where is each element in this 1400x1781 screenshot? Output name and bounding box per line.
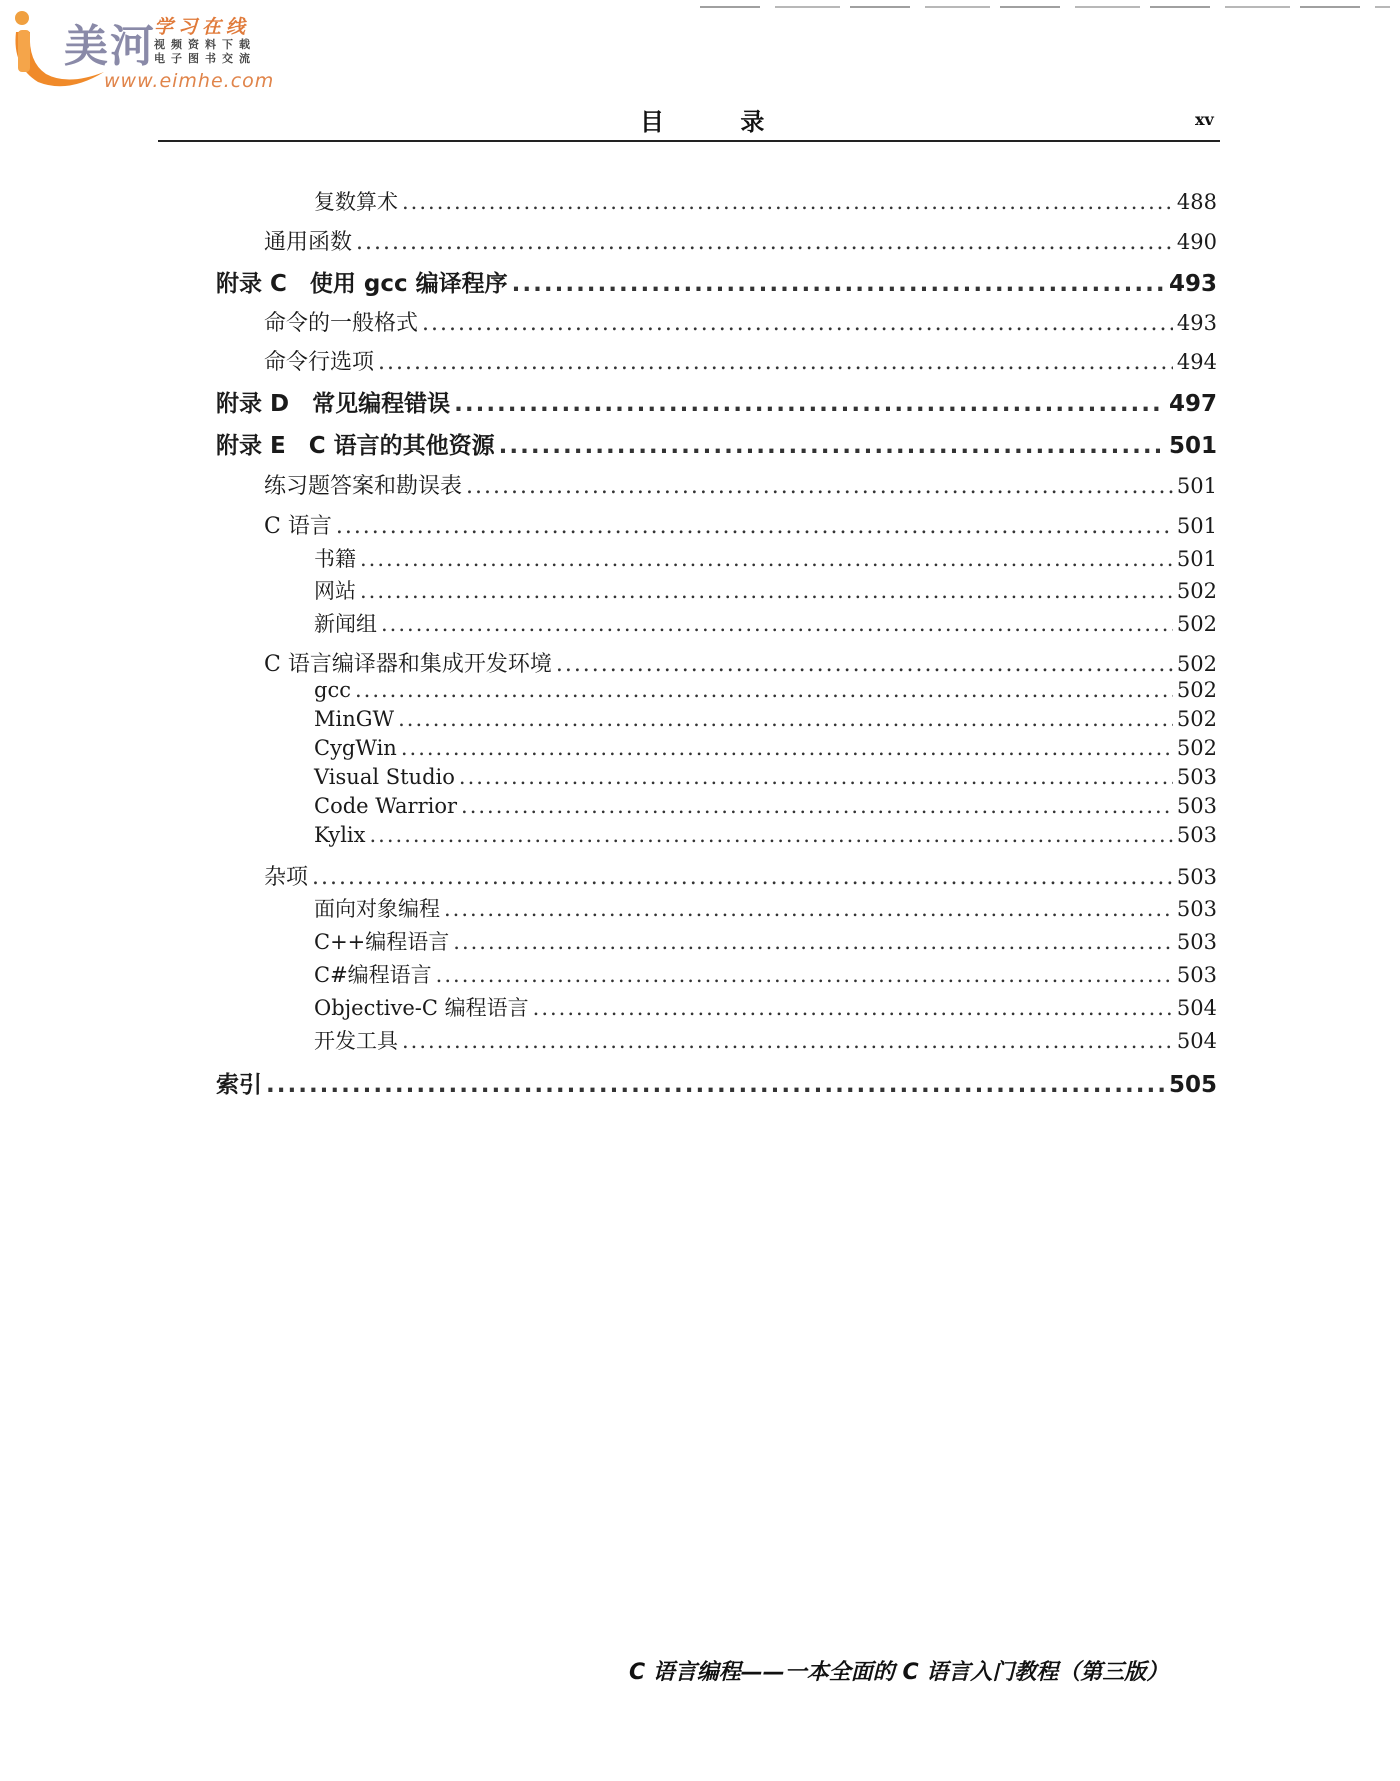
toc-entry-title: 新闻组 <box>314 612 377 636</box>
toc-entry-title: Visual Studio <box>314 765 455 789</box>
toc-dot-leader <box>436 963 1173 987</box>
toc-entry-title: 面向对象编程 <box>314 897 440 921</box>
toc-dot-leader <box>422 311 1173 336</box>
toc-entry-page: 503 <box>1176 963 1217 987</box>
footer-book-title: C 语言编程——一本全面的 C 语言入门教程（第三版） <box>629 1660 1169 1685</box>
toc-entry <box>314 926 1217 956</box>
toc-entry <box>314 823 1217 847</box>
toc-entry-title: Code Warrior <box>314 794 458 818</box>
toc-entry-title: 索引 <box>216 1072 262 1098</box>
toc-dot-leader <box>461 794 1173 818</box>
toc-entry-page: 505 <box>1168 1072 1217 1098</box>
toc-dot-leader <box>499 433 1165 459</box>
toc-entry <box>314 707 1217 731</box>
toc-entry-title: Kylix <box>314 823 366 847</box>
toc-dot-leader <box>459 765 1173 789</box>
toc-entry <box>314 678 1217 702</box>
toc-entry-title: gcc <box>314 678 351 702</box>
toc-entry <box>314 794 1217 818</box>
toc-entry <box>314 992 1217 1022</box>
toc-dot-leader <box>370 823 1173 847</box>
toc-entry-page: 494 <box>1176 350 1217 374</box>
logo-url: www.eimhe.com <box>104 70 275 92</box>
toc-entry-page: 502 <box>1176 678 1217 702</box>
toc-entry-page: 501 <box>1176 474 1217 498</box>
scan-artifact-line <box>700 6 1390 8</box>
page-number: xv <box>1195 110 1214 129</box>
toc-entry <box>314 575 1217 605</box>
toc-entry <box>264 469 1217 500</box>
toc-entry-page: 502 <box>1176 612 1217 636</box>
toc-entry <box>264 509 1217 540</box>
toc-dot-leader <box>556 652 1173 677</box>
toc-dot-leader <box>378 350 1173 375</box>
toc-entry-page: 502 <box>1176 707 1217 731</box>
toc-entry-page: 497 <box>1168 391 1217 417</box>
running-head: 目 录 <box>640 108 799 136</box>
toc-dot-leader <box>356 230 1173 255</box>
toc-entry-page: 488 <box>1176 190 1217 214</box>
toc-entry-title: 附录 C 使用 gcc 编译程序 <box>216 271 508 297</box>
toc-dot-leader <box>312 865 1173 890</box>
toc-dot-leader <box>444 897 1173 921</box>
toc-entry-page: 493 <box>1168 271 1217 297</box>
header-rule <box>158 140 1220 142</box>
toc-dot-leader <box>466 474 1173 499</box>
toc-dot-leader <box>512 271 1165 297</box>
logo-subline-1: 视频资料下载 <box>154 38 256 51</box>
toc-entry-page: 493 <box>1176 311 1217 335</box>
toc-entry-title: C 语言 <box>264 514 332 539</box>
toc-entry-page: 501 <box>1176 514 1217 538</box>
toc-entry-title: 附录 E C 语言的其他资源 <box>216 433 495 459</box>
toc-dot-leader <box>336 514 1173 539</box>
toc-dot-leader <box>360 547 1173 571</box>
toc-entry-title: 杂项 <box>264 865 309 890</box>
toc-entry-page: 503 <box>1176 794 1217 818</box>
toc-entry <box>314 736 1217 760</box>
toc-entry-page: 502 <box>1176 652 1217 676</box>
toc-entry <box>264 647 1217 678</box>
toc-dot-leader <box>402 190 1173 214</box>
toc-entry-title: 复数算术 <box>314 190 398 214</box>
toc-entry-title: CygWin <box>314 736 397 760</box>
toc-dot-leader <box>533 996 1173 1020</box>
toc-dot-leader <box>401 736 1173 760</box>
logo-name: 美河 <box>64 21 156 72</box>
logo-subline-2: 电子图书交流 <box>154 52 256 65</box>
toc-entry-page: 504 <box>1176 996 1217 1020</box>
toc-dot-leader <box>453 930 1173 954</box>
toc-entry-title: C 语言编译器和集成开发环境 <box>264 652 552 677</box>
toc-entry <box>216 265 1217 298</box>
toc-entry <box>264 345 1217 376</box>
toc-dot-leader <box>360 579 1173 603</box>
toc-entry-title: 命令的一般格式 <box>264 311 419 336</box>
toc-entry-page: 503 <box>1176 930 1217 954</box>
toc-entry-title: 书籍 <box>314 547 356 571</box>
toc-entry-page: 503 <box>1176 897 1217 921</box>
toc-entry <box>264 306 1217 337</box>
toc-entry <box>314 543 1217 573</box>
toc-dot-leader <box>381 612 1173 636</box>
toc-entry-page: 501 <box>1168 433 1217 459</box>
toc-dot-leader <box>454 391 1165 417</box>
toc-entry-page: 503 <box>1176 865 1217 889</box>
toc-entry <box>314 765 1217 789</box>
toc-entry-page: 502 <box>1176 736 1217 760</box>
toc-entry-title: Objective-C 编程语言 <box>314 996 529 1020</box>
toc-entry-page: 503 <box>1176 823 1217 847</box>
toc-entry-title: C#编程语言 <box>314 963 432 987</box>
toc-entry-title: 开发工具 <box>314 1029 398 1053</box>
toc-entry-title: 网站 <box>314 579 356 603</box>
toc-dot-leader <box>398 707 1173 731</box>
toc-entry-page: 503 <box>1176 765 1217 789</box>
toc-entry-title: 附录 D 常见编程错误 <box>216 391 451 417</box>
toc-entry-page: 490 <box>1176 230 1217 254</box>
logo-tagline: 学习在线 <box>154 16 251 38</box>
toc-entry <box>314 186 1217 216</box>
toc-dot-leader <box>355 678 1173 702</box>
toc-entry-title: C++编程语言 <box>314 930 450 954</box>
toc-entry <box>314 608 1217 638</box>
toc-entry-page: 504 <box>1176 1029 1217 1053</box>
toc-entry-page: 501 <box>1176 547 1217 571</box>
toc-entry-title: 通用函数 <box>264 230 353 255</box>
toc-dot-leader <box>266 1072 1165 1098</box>
toc-entry-title: MinGW <box>314 707 395 731</box>
toc-entry-page: 502 <box>1176 579 1217 603</box>
toc-entry-title: 练习题答案和勘误表 <box>264 474 463 499</box>
toc-entry <box>264 860 1217 891</box>
toc-entry <box>314 893 1217 923</box>
toc-dot-leader <box>402 1029 1173 1053</box>
toc-entry <box>216 385 1217 418</box>
toc-entry <box>216 1066 1217 1099</box>
toc-entry <box>314 959 1217 989</box>
toc-entry-title: 命令行选项 <box>264 350 375 375</box>
watermark-logo <box>8 6 275 96</box>
toc-entry <box>264 225 1217 256</box>
toc-entry <box>216 427 1217 460</box>
toc-entry <box>314 1025 1217 1055</box>
